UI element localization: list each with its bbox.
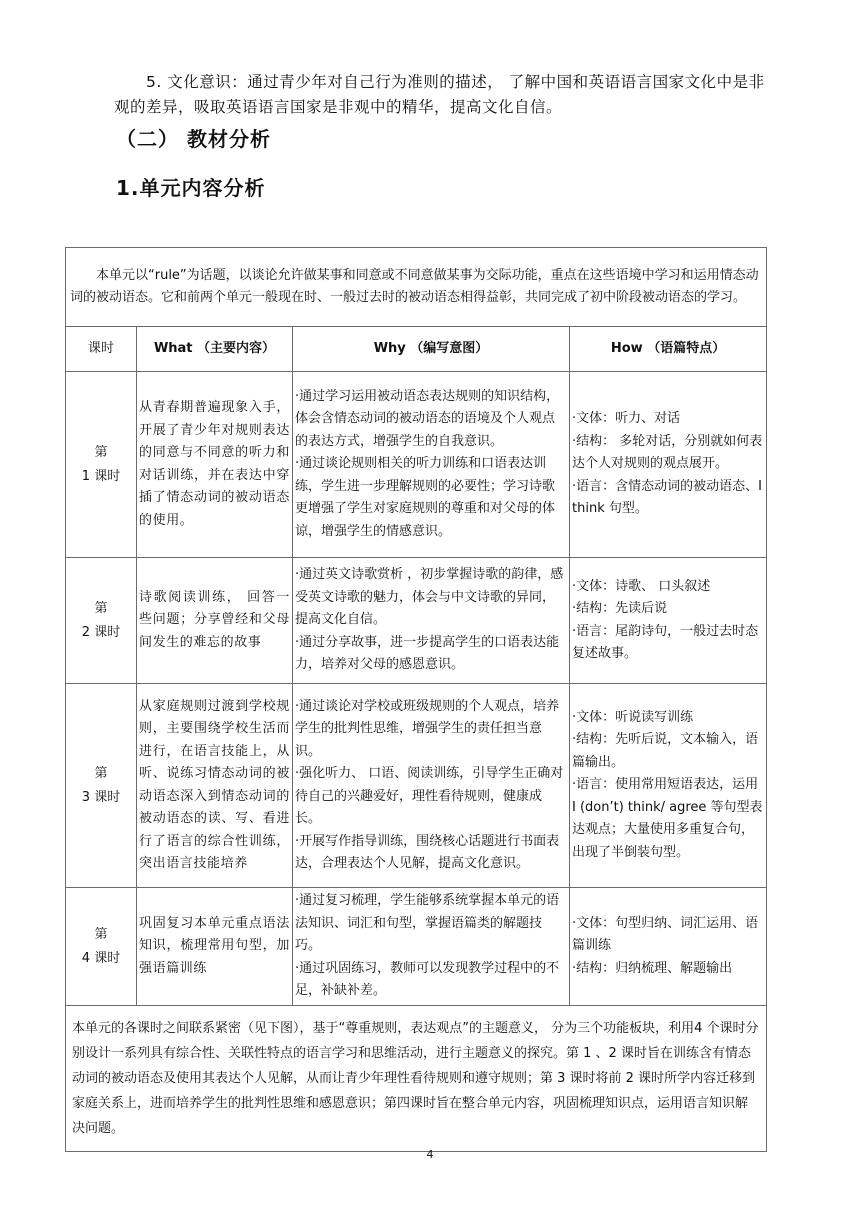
lesson-label: 第 (94, 926, 108, 942)
how-point: ·语言：尾韵诗句，一般过去时态复述故事。 (572, 623, 759, 661)
why-point: ·通过复习梳理，学生能够系统掌握本单元的语法知识、词汇和句型，掌握语篇类的解题技巧。 (295, 893, 560, 954)
how-point: ·文体：听说读写训练 (572, 709, 694, 725)
how-point: ·结构：先听后说，文本输入，语篇输出。 (572, 732, 759, 770)
lesson-label: 第 (94, 444, 108, 460)
table-summary: 本单元的各课时之间联系紧密（见下图），基于“尊重规则，表达观点”的主题意义， 分为三个功能板块，利用4 个课时分别设计一系列具有综合性、关联性特点的语言学习和思维活动，进行主题意义的探究。第 1 、2 课时旨在训练含有情态动词的被动语态及使用其表达个人见解，从而让青少年理性看待规则和遵守规则；第 3 课时将前 2 课时所学内容迁移到家庭关系上，进而培养学生的批判性思维和感恩意识；第四课时旨在整合单元内容，巩固梳理知识点，运用语言知识解决问题。 (66, 1006, 767, 1152)
what-cell: 诗歌阅读训练， 回答一些问题；分享曾经和父母间发生的难忘的故事 (137, 558, 293, 684)
lesson-number: 2 课时 (81, 624, 121, 640)
unit-content-analysis-table (65, 247, 767, 1152)
what-cell: 巩固复习本单元重点语法知识，梳理常用句型，加强语篇训练 (137, 888, 293, 1006)
table-row (66, 684, 767, 888)
how-point: ·文体：句型归纳、词汇运用、语篇训练 (572, 915, 759, 954)
table-row (66, 372, 767, 558)
header-how: How （语篇特点） (570, 327, 767, 372)
lesson-label: 第 (94, 765, 108, 781)
header-what: What （主要内容） (137, 327, 293, 372)
table-row (66, 888, 767, 1006)
how-cell (570, 558, 767, 684)
why-cell (293, 372, 570, 558)
what-cell: 从青春期普遍现象入手，开展了青少年对规则表达的同意与不同意的听力和对话训练，并在表达中穿插了情态动词的被动语态的使用。 (137, 372, 293, 558)
table-intro: 本单元以“rule”为话题，以谈论允许做某事和同意或不同意做某事为交际功能，重点在这些语境中学习和运用情态动词的被动语态。它和前两个单元一般现在时、一般过去时的被动语态相得益彰，共同完成了初中阶段被动语态的学习。 (66, 248, 767, 327)
why-point: ·通过谈论规则相关的听力训练和口语表达训练，学生进一步理解规则的必要性；学习诗歌更增强了学生对家庭规则的尊重和对父母的体谅，增强学生的情感意识。 (295, 456, 556, 539)
lesson-cell (66, 372, 137, 558)
lesson-cell (66, 558, 137, 684)
how-cell (570, 888, 767, 1006)
why-cell (293, 888, 570, 1006)
how-point: ·结构： 多轮对话，分别就如何表达个人对规则的观点展开。 (572, 433, 763, 472)
how-point: ·文体：诗歌、 口头叙述 (572, 578, 711, 594)
lesson-number: 3 课时 (81, 789, 121, 805)
why-point: ·通过学习运用被动语态表达规则的知识结构，体会含情态动词的被动语态的语境及个人观点的表达方式，增强学生的自我意识。 (295, 388, 560, 449)
how-cell (570, 372, 767, 558)
why-point: ·开展写作指导训练，围绕核心话题进行书面表达，合理表达个人见解，提高文化意识。 (295, 833, 560, 871)
header-why: Why （编写意图） (293, 327, 570, 372)
table-header-row (66, 327, 767, 372)
how-point: ·结构：先读后说 (572, 601, 668, 616)
page-number: 4 (426, 1148, 434, 1161)
lesson-label: 第 (94, 600, 108, 616)
how-point: ·结构：归纳梳理、解题输出 (572, 960, 733, 976)
lesson-number: 1 课时 (81, 468, 121, 484)
how-point: ·语言：使用常用短语表达，运用 I (don’t) think/ agree 等句型表达观点；大量使用多重复合句， 出现了半倒装句型。 (572, 777, 763, 860)
lesson-cell (66, 888, 137, 1006)
why-cell (293, 558, 570, 684)
how-cell (570, 684, 767, 888)
table-row (66, 558, 767, 684)
header-lesson: 课时 (66, 327, 137, 372)
lesson-cell (66, 684, 137, 888)
cultural-awareness-paragraph: 5. 文化意识：通过青少年对自己行为准则的描述， 了解中国和英语语言国家文化中是非观的差异，吸取英语语言国家是非观中的精华，提高文化自信。 (114, 73, 765, 116)
subsection-heading: 1.单元内容分析 (116, 176, 266, 200)
why-point: ·通过英文诗歌赏析 ，初步掌握诗歌的韵律，感受英文诗歌的魅力，体会与中文诗歌的异同，提高文化自信。 (295, 567, 564, 628)
why-cell (293, 684, 570, 888)
why-point: ·通过谈论对学校或班级规则的个人观点，培养学生的批判性思维，增强学生的责任担当意识。 (295, 698, 560, 759)
why-point: ·强化听力、 口语、阅读训练，引导学生正确对待自己的兴趣爱好，理性看待规则，健康成长。 (295, 766, 564, 826)
lesson-number: 4 课时 (81, 950, 121, 966)
section-heading: （二） 教材分析 (116, 127, 271, 151)
how-point: ·文体：听力、对话 (572, 411, 681, 427)
how-point: ·语言：含情态动词的被动语态、I think 句型。 (572, 478, 762, 517)
what-cell: 从家庭规则过渡到学校规则，主要围绕学校生活而进行，在语言技能上，从听、说练习情态动词的被动语态深入到情态动词的被动语态的读、写、看进行了语言的综合性训练，突出语言技能培养 (137, 684, 293, 888)
why-point: ·通过分享故事，进一步提高学生的口语表达能力，培养对父母的感恩意识。 (295, 634, 560, 673)
why-point: ·通过巩固练习，教师可以发现教学过程中的不足，补缺补差。 (295, 960, 560, 999)
